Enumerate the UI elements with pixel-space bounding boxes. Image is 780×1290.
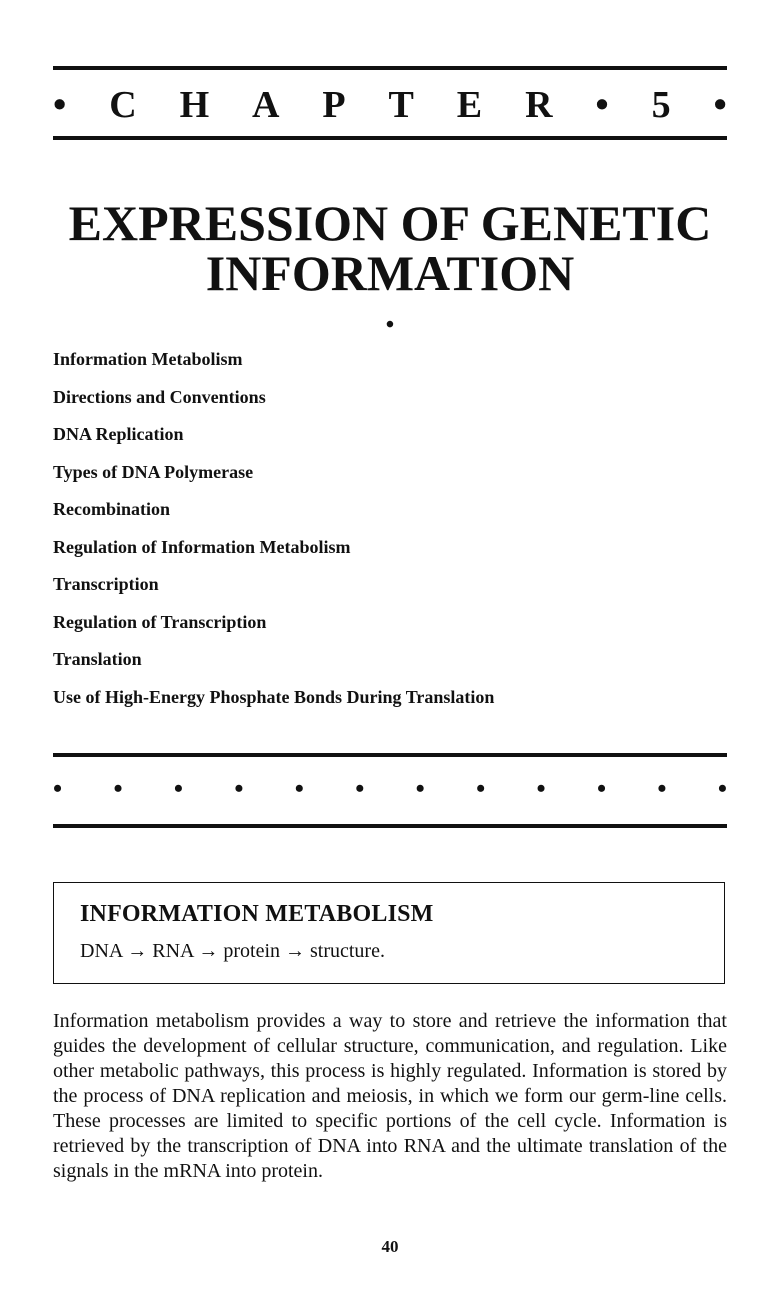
divider-dot: •	[355, 774, 365, 803]
top-rule-lower	[53, 136, 727, 140]
divider-dot: •	[113, 774, 123, 803]
contents-item: DNA Replication	[53, 424, 184, 444]
chapter-number: 5	[651, 84, 671, 126]
contents-item: Regulation of Information Metabolism	[53, 536, 351, 557]
divider-rule-lower	[53, 824, 727, 828]
chapter-title	[40, 195, 740, 301]
contents-item: Directions and Conventions	[53, 386, 266, 407]
contents-item: Types of DNA Polymerase	[53, 461, 254, 482]
chapter-glyph: •	[713, 84, 727, 126]
chapter-glyph: A	[252, 84, 280, 126]
divider-dot: •	[476, 774, 486, 803]
chapter-glyph: C	[109, 84, 137, 126]
chapter-title-line1: EXPRESSION OF GENETIC	[68, 195, 712, 251]
top-rule-upper	[53, 66, 727, 70]
section-summary-box	[53, 882, 725, 984]
chapter-header	[53, 80, 727, 130]
contents-item: Regulation of Transcription	[53, 611, 267, 632]
contents-item: Use of High-Energy Phosphate Bonds During Translation	[53, 686, 495, 707]
title-ornament: •	[385, 312, 395, 338]
divider-dots	[53, 772, 727, 806]
contents-item: Transcription	[53, 574, 159, 594]
divider-dot: •	[717, 774, 727, 803]
chapter-glyph: P	[322, 84, 346, 126]
contents-item: Information Metabolism	[53, 349, 243, 369]
chapter-glyph: R	[525, 84, 553, 126]
body-paragraph: Information metabolism provides a way to store and retrieve the information that guides the development of cellular structure, communication, and regulation. Like other metabolic pathways, this process is highly regulated. Information is stored by the process of DNA replication and meiosis, in which we form our germ-line cells. These processes are limited to specific portions of the cell cycle. Information is retrieved by the transcription of DNA into RNA and the ultimate translation of the signals in the mRNA into protein.	[53, 1010, 727, 1182]
divider-dot: •	[596, 774, 607, 803]
chapter-glyph: •	[595, 84, 609, 126]
chapter-glyph: •	[53, 84, 67, 126]
chapter-glyph: T	[388, 84, 414, 126]
divider-dot: •	[53, 774, 63, 803]
divider-dot: •	[294, 774, 304, 803]
chapter-glyph: H	[179, 84, 210, 126]
divider-dot: •	[415, 774, 425, 803]
divider-dot: •	[536, 774, 546, 803]
contents-item: Recombination	[53, 499, 170, 519]
contents-item: Translation	[53, 649, 142, 669]
divider-dot: •	[234, 774, 244, 803]
divider-dot: •	[173, 774, 183, 803]
divider-dot: •	[657, 774, 667, 803]
section-heading: INFORMATION METABOLISM	[80, 901, 434, 927]
page-number: 40	[381, 1237, 399, 1256]
chapter-contents-list	[53, 347, 494, 722]
chapter-glyph: E	[456, 84, 483, 126]
divider-rule-upper	[53, 753, 727, 757]
chapter-title-line2: INFORMATION	[205, 245, 575, 301]
section-summary-flow: DNA → RNA → protein → structure.	[80, 940, 385, 962]
